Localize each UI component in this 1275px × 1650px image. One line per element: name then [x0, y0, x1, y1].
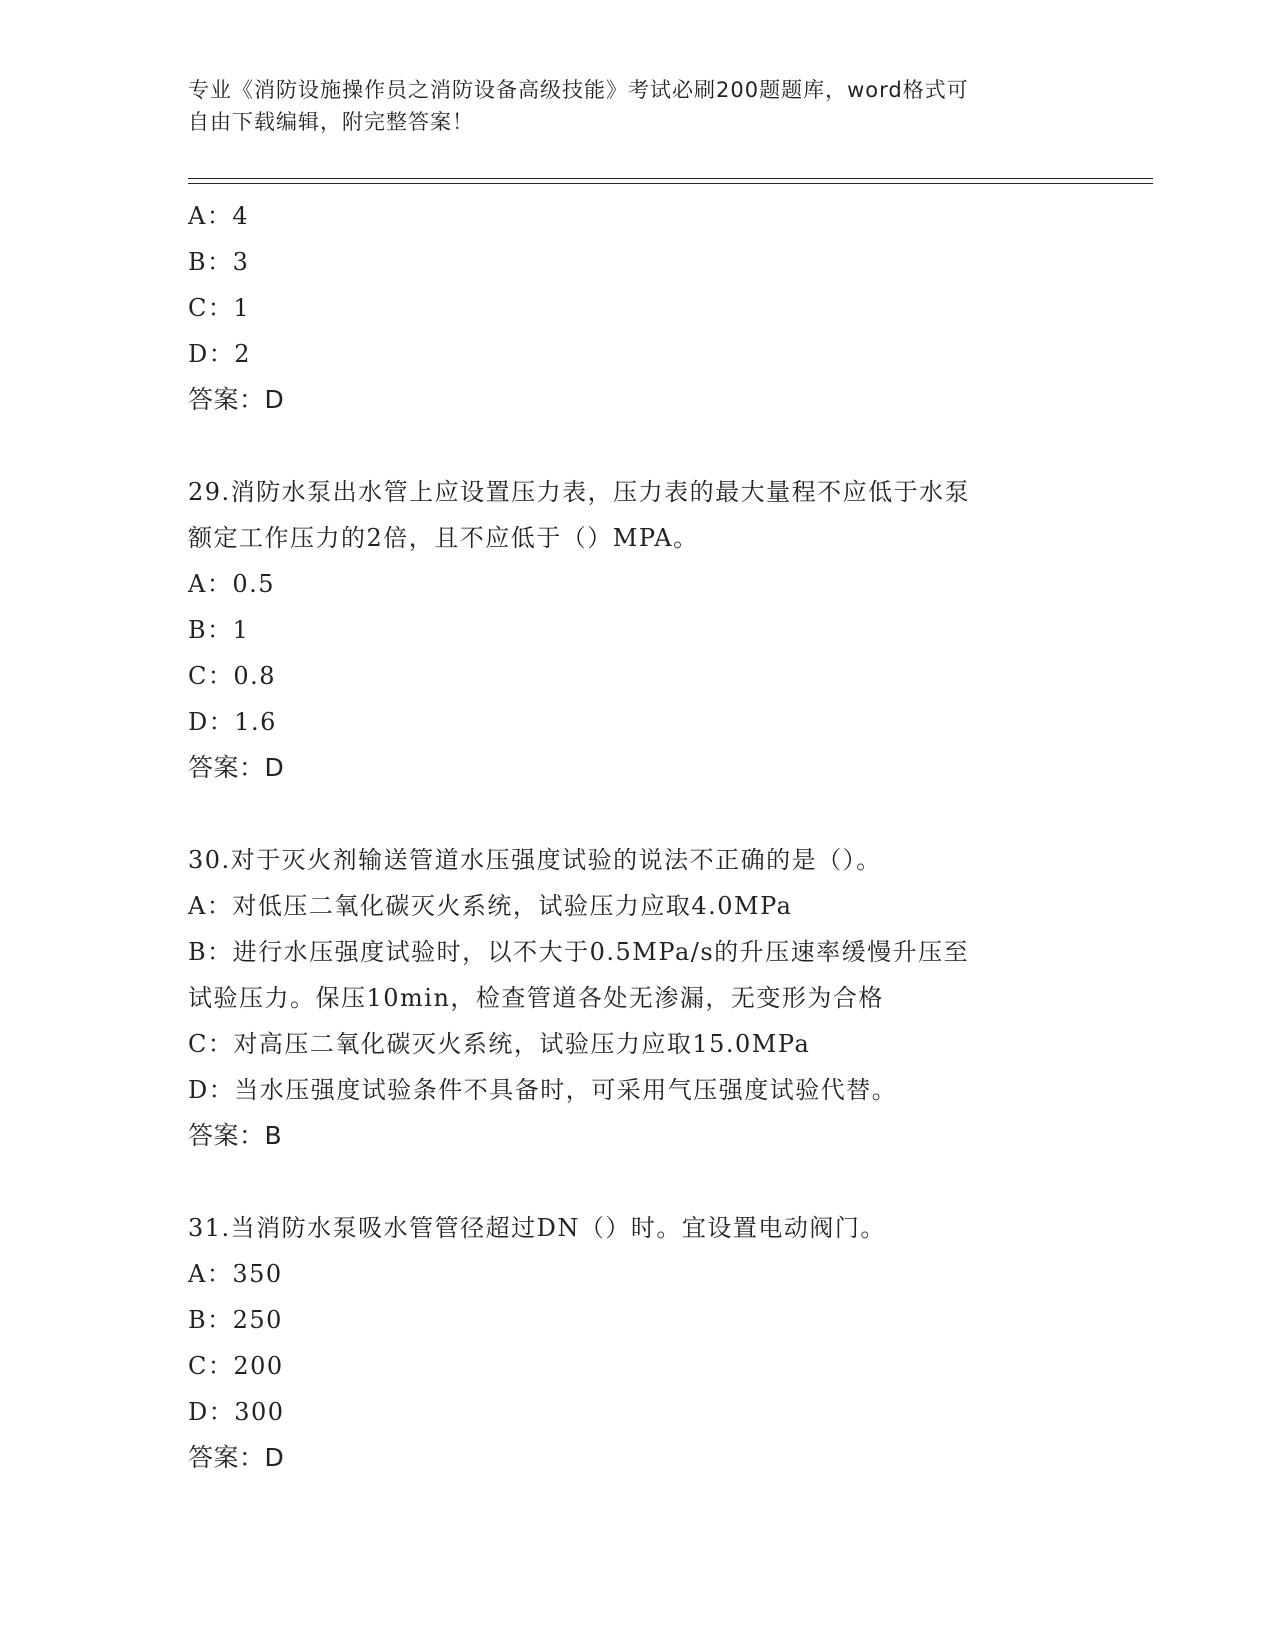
question-stem: 29.消防水泵出水管上应设置压力表，压力表的最大量程不应低于水泵 — [188, 478, 971, 506]
option-b-continued: 试验压力。保压10min，检查管道各处无渗漏，无变形为合格 — [188, 984, 884, 1012]
question-stem: 30.对于灭火剂输送管道水压强度试验的说法不正确的是（）。 — [188, 846, 882, 874]
header-divider-top — [188, 178, 1153, 179]
option-c: C：0.8 — [188, 662, 277, 690]
page-header — [188, 74, 1068, 138]
option-a: A：0.5 — [188, 570, 275, 598]
question-29 — [188, 469, 1088, 791]
option-a: A：对低压二氧化碳灭火系统，试验压力应取4.0MPa — [188, 892, 793, 920]
spacer — [188, 791, 1088, 837]
option-d: D：当水压强度试验条件不具备时，可采用气压强度试验代替。 — [188, 1076, 898, 1104]
question-stem: 31.当消防水泵吸水管管径超过DN（）时。宜设置电动阀门。 — [188, 1214, 886, 1242]
answer-text: 答案：D — [188, 753, 285, 782]
option-c: C：对高压二氧化碳灭火系统，试验压力应取15.0MPa — [188, 1030, 811, 1058]
answer-text: 答案：B — [188, 1121, 283, 1150]
option-b: B：250 — [188, 1306, 283, 1334]
answer-text: 答案：D — [188, 385, 285, 414]
header-line-2: 自由下载编辑，附完整答案！ — [188, 110, 474, 134]
option-b: B：3 — [188, 248, 250, 276]
spacer — [188, 423, 1088, 469]
question-31 — [188, 1205, 1088, 1481]
question-30 — [188, 837, 1088, 1159]
answer-text: 答案：D — [188, 1443, 285, 1472]
option-b: B：1 — [188, 616, 250, 644]
question-stem: 额定工作压力的2倍，且不应低于（）MPA。 — [188, 524, 699, 552]
option-c: C：200 — [188, 1352, 284, 1380]
option-d: D：2 — [188, 340, 252, 368]
header-divider-bottom — [188, 183, 1153, 184]
option-b: B：进行水压强度试验时，以不大于0.5MPa/s的升压速率缓慢升压至 — [188, 938, 970, 966]
header-line-1: 专业《消防设施操作员之消防设备高级技能》考试必刷200题题库，word格式可 — [188, 78, 969, 102]
option-d: D：300 — [188, 1398, 285, 1426]
option-d: D：1.6 — [188, 708, 277, 736]
option-a: A：4 — [188, 202, 250, 230]
option-c: C：1 — [188, 294, 251, 322]
question-28 — [188, 193, 1088, 423]
option-a: A：350 — [188, 1260, 283, 1288]
document-body — [188, 193, 1088, 1481]
spacer — [188, 1159, 1088, 1205]
